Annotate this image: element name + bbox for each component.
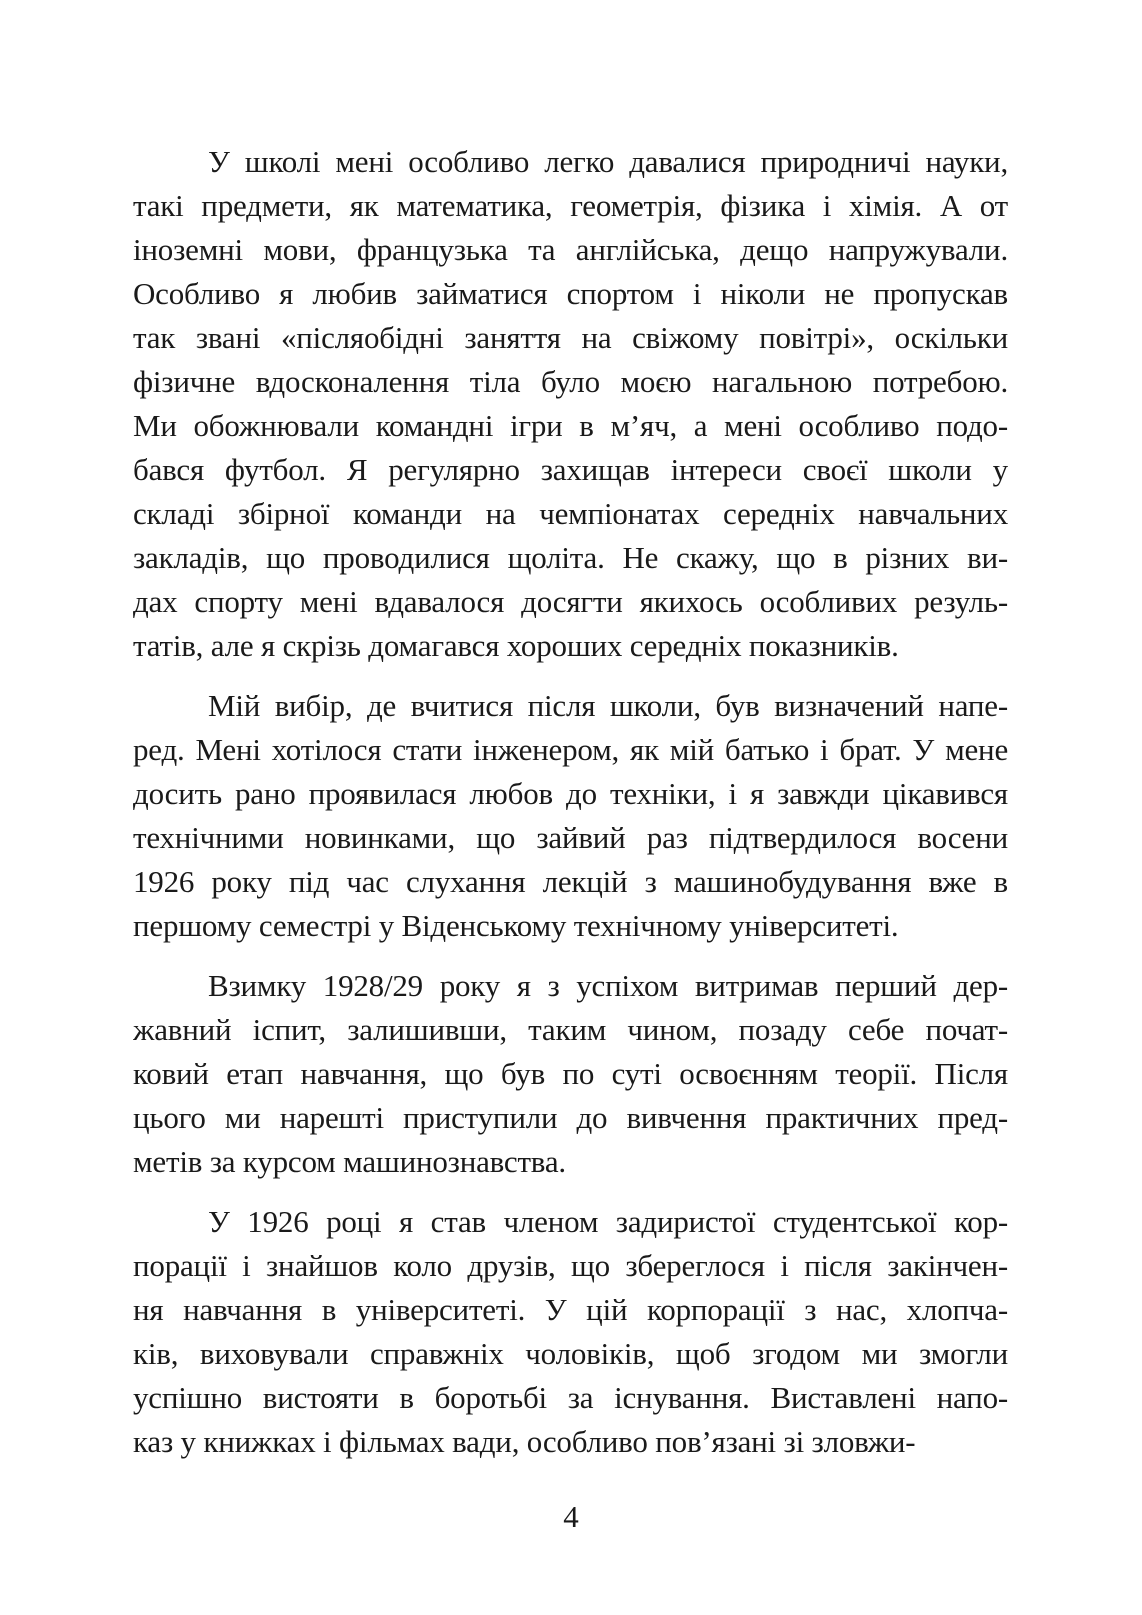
text-line: ня навчання в університеті. У цій корпорації з нас, хлопча- bbox=[133, 1292, 1008, 1327]
text-line: У школі мені особливо легко давалися природничі науки, bbox=[208, 144, 1008, 179]
text-line: метів за курсом машинознавства. bbox=[133, 1144, 566, 1179]
text-line: порації і знайшов коло друзів, що збереглося і після закінчен- bbox=[133, 1248, 1008, 1283]
text-line: бався футбол. Я регулярно захищав інтереси своєї школи у bbox=[133, 452, 1008, 487]
text-line: 1926 року під час слухання лекцій з машинобудування вже в bbox=[133, 864, 1008, 899]
paragraph bbox=[133, 140, 1008, 668]
text-line: такі предмети, як математика, геометрія, фізика і хімія. А от bbox=[133, 188, 1008, 223]
paragraph bbox=[133, 1200, 1008, 1464]
text-line: складі збірної команди на чемпіонатах середніх навчальних bbox=[133, 496, 1008, 531]
text-line: цього ми нарешті приступили до вивчення практичних пред- bbox=[133, 1100, 1008, 1135]
text-line: каз у книжках і фільмах вади, особливо пов’язані зі зловжи- bbox=[133, 1424, 916, 1459]
text-line: татів, але я скрізь домагався хороших середніх показників. bbox=[133, 628, 899, 663]
text-line: фізичне вдосконалення тіла було моєю нагальною потребою. bbox=[133, 364, 1008, 399]
text-line: першому семестрі у Віденському технічному університеті. bbox=[133, 908, 899, 943]
text-line: Особливо я любив займатися спортом і ніколи не пропускав bbox=[133, 276, 1008, 311]
text-line: успішно вистояти в боротьбі за існування. Виставлені напо- bbox=[133, 1380, 1008, 1415]
text-line: Ми обожнювали командні ігри в м’яч, а мені особливо подо- bbox=[133, 408, 1008, 443]
paragraph bbox=[133, 684, 1008, 948]
text-line: досить рано проявилася любов до техніки, і я завжди цікавився bbox=[133, 776, 1008, 811]
text-line: закладів, що проводилися щоліта. Не скажу, що в різних ви- bbox=[133, 540, 1008, 575]
text-line: ків, виховували справжніх чоловіків, щоб згодом ми змогли bbox=[133, 1336, 1008, 1371]
text-line: У 1926 році я став членом задиристої студентської кор- bbox=[208, 1204, 1008, 1239]
paragraph bbox=[133, 964, 1008, 1184]
page-text-block bbox=[133, 140, 1008, 1464]
text-line: ред. Мені хотілося стати інженером, як мій батько і брат. У мене bbox=[133, 732, 1008, 767]
text-line: Взимку 1928/29 року я з успіхом витримав перший дер- bbox=[208, 968, 1008, 1003]
text-line: ковий етап навчання, що був по суті освоєнням теорії. Після bbox=[133, 1056, 1008, 1091]
text-line: так звані «післяобідні заняття на свіжому повітрі», оскільки bbox=[133, 320, 1008, 355]
text-line: Мій вибір, де вчитися після школи, був визначений напе- bbox=[208, 688, 1008, 723]
page-number: 4 bbox=[563, 1499, 579, 1534]
text-line: іноземні мови, французька та англійська, дещо напружували. bbox=[133, 232, 1008, 267]
text-line: дах спорту мені вдавалося досягти якихось особливих резуль- bbox=[133, 584, 1008, 619]
text-line: технічними новинками, що зайвий раз підтвердилося восени bbox=[133, 820, 1008, 855]
text-line: жавний іспит, залишивши, таким чином, позаду себе почат- bbox=[133, 1012, 1008, 1047]
